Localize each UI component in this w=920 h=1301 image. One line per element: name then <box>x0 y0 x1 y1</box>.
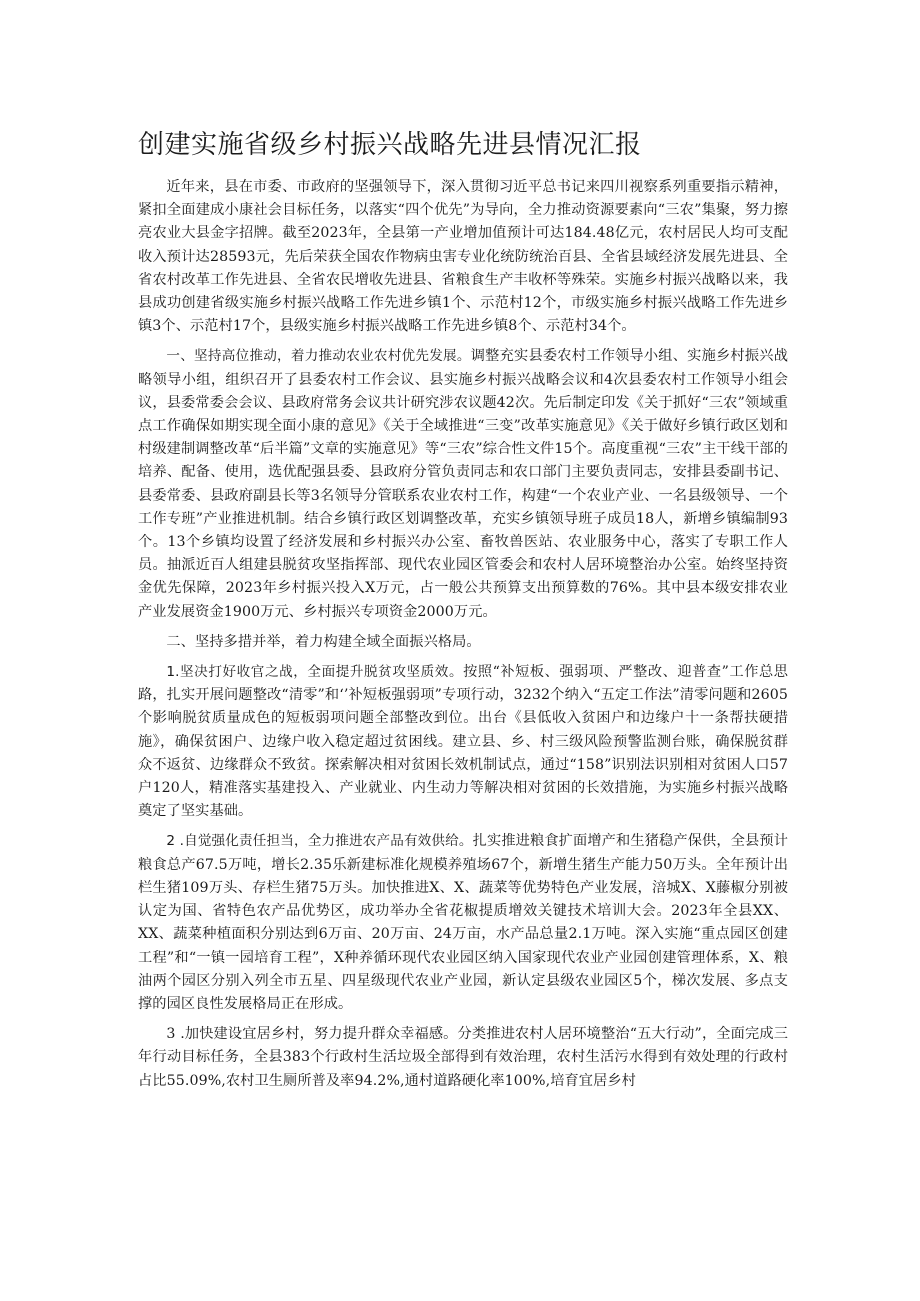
section1-paragraph <box>138 345 788 623</box>
document-page <box>138 128 788 1093</box>
section2-heading: 二、坚持多措并举，着力构建全域全面振兴格局。 <box>166 633 481 650</box>
item2-paragraph <box>138 830 788 1016</box>
document-title: 创建实施省级乡村振兴战略先进县情况汇报 <box>138 130 642 160</box>
item3-paragraph <box>138 1023 788 1093</box>
item2-body: 扎实推进粮食扩面增产和生猪稳产保供，全县预计粮食总产67.5万吨，增长2.35乐新建标准化规模养殖场67个，新增生猪生产能力50万头。全年预计出栏生猪109万头、存栏生猪75万头。加快推进X、X、蔬菜等优势特色产业发展，涪城X、X藤椒分别被认定为国、省特色农产品优势区，成功举办全省花椒提质增效关键技术培训大会。2023年全县XX、XX、蔬菜种植面积分别达到6万亩、20万亩、24万亩，水产品总量2.1万吨。深入实施“重点园区创建工程”和“一镇一园培育工程”，X种养循环现代农业园区纳入国家现代农业产业园创建管理体系，X、粮油两个园区分别入列全市五星、四星级现代农业产业园，新认定县级农业园区5个，梯次发展、多点支撑的园区良性发展格局正在形成。 <box>138 833 788 1012</box>
section1-body: 调整充实县委农村工作领导小组、实施乡村振兴战略领导小组，组织召开了县委农村工作会议、县实施乡村振兴战略会议和4次县委农村工作领导小组会议，县委常委会会议、县政府常务会议共计研究涉农议题42次。先后制定印发《关于抓好“三农”领域重点工作确保如期实现全面小康的意见》《关于全域推进“三变”改革实施意见》《关于做好乡镇行政区划和村级建制调整改革“后半篇”文章的实施意见》等“三农”综合性文件15个。高度重视“三农”主干线干部的培养、配备、使用，选优配强县委、县政府分管负责同志和农口部门主要负责同志，安排县委副书记、县委常委、县政府副县长等3名领导分管联系农业农村工作，构建“一个农业产业、一名县级领导、一个工作专班”产业推进机制。结合乡镇行政区划调整改革，充实乡镇领导班子成员18人，新增乡镇编制93个。13个乡镇均设置了经济发展和乡村振兴办公室、畜牧兽医站、农业服务中心，落实了专职工作人员。抽派近百人组建县脱贫攻坚指挥部、现代农业园区管委会和农村人居环境整治办公室。始终坚持资金优先保障，2023年乡村振兴投入X万元，占一般公共预算支出预算数的76%。其中县本级安排农业产业发展资金1900万元、乡村振兴专项资金2000万元。 <box>138 348 788 620</box>
item1-lead: 1.坚决打好收官之战，全面提升脱贫攻坚质效。 <box>166 664 464 681</box>
item3-lead: 3 .加快建设宜居乡村，努力提升群众幸福感。 <box>166 1026 458 1043</box>
item3-body: 分类推进农村人居环境整治“五大行动”，全面完成三年行动目标任务，全县383个行政村生活垃圾全部得到有效治理，农村生活污水得到有效处理的行政村占比55.09%,农村卫生厕所普及率94.2%,通村道路硬化率100%,培育宜居乡村 <box>138 1026 788 1089</box>
item2-lead: 2 .自觉强化责任担当，全力推进农产品有效供给。 <box>166 833 473 850</box>
item1-body: 按照“补短板、强弱项、严整改、迎普查”工作总思路，扎实开展问题整改“清零”和‘’补短板强弱项”专项行动，3232个纳入“五定工作法”清零问题和2605个影响脱贫质量成色的短板弱项问题全部整改到位。出台《县低收入贫困户和边缘户十一条帮扶硬措施》，确保贫困户、边缘户收入稳定超过贫困线。建立县、乡、村三级风险预警监测台账，确保脱贫群众不返贫、边缘群众不致贫。探索解决相对贫困长效机制试点，通过“158”识别法识别相对贫困人口57户120人，精准落实基建投入、产业就业、内生动力等解决相对贫困的长效措施，为实施乡村振兴战略奠定了坚实基础。 <box>138 664 789 820</box>
section1-lead: 一、坚持高位推动，着力推动农业农村优先发展。 <box>166 348 471 365</box>
intro-paragraph: 近年来，县在市委、市政府的坚强领导下，深入贯彻习近平总书记来四川视察系列重要指示精神，紧扣全面建成小康社会目标任务，以落实“四个优先”为导向，全力推动资源要素向“三农”集聚，努力擦亮农业大县金字招牌。截至2023年，全县第一产业增加值预计可达184.48亿元，农村居民人均可支配收入预计达28593元，先后荣获全国农作物病虫害专业化统防统治百县、全省县域经济发展先进县、全省农村改革工作先进县、全省农民增收先进县、省粮食生产丰收杯等殊荣。实施乡村振兴战略以来，我县成功创建省级实施乡村振兴战略工作先进乡镇1个、示范村12个，市级实施乡村振兴战略工作先进乡镇3个、示范村17个，县级实施乡村振兴战略工作先进乡镇8个、示范村34个。 <box>138 179 788 335</box>
item1-paragraph <box>138 661 788 823</box>
